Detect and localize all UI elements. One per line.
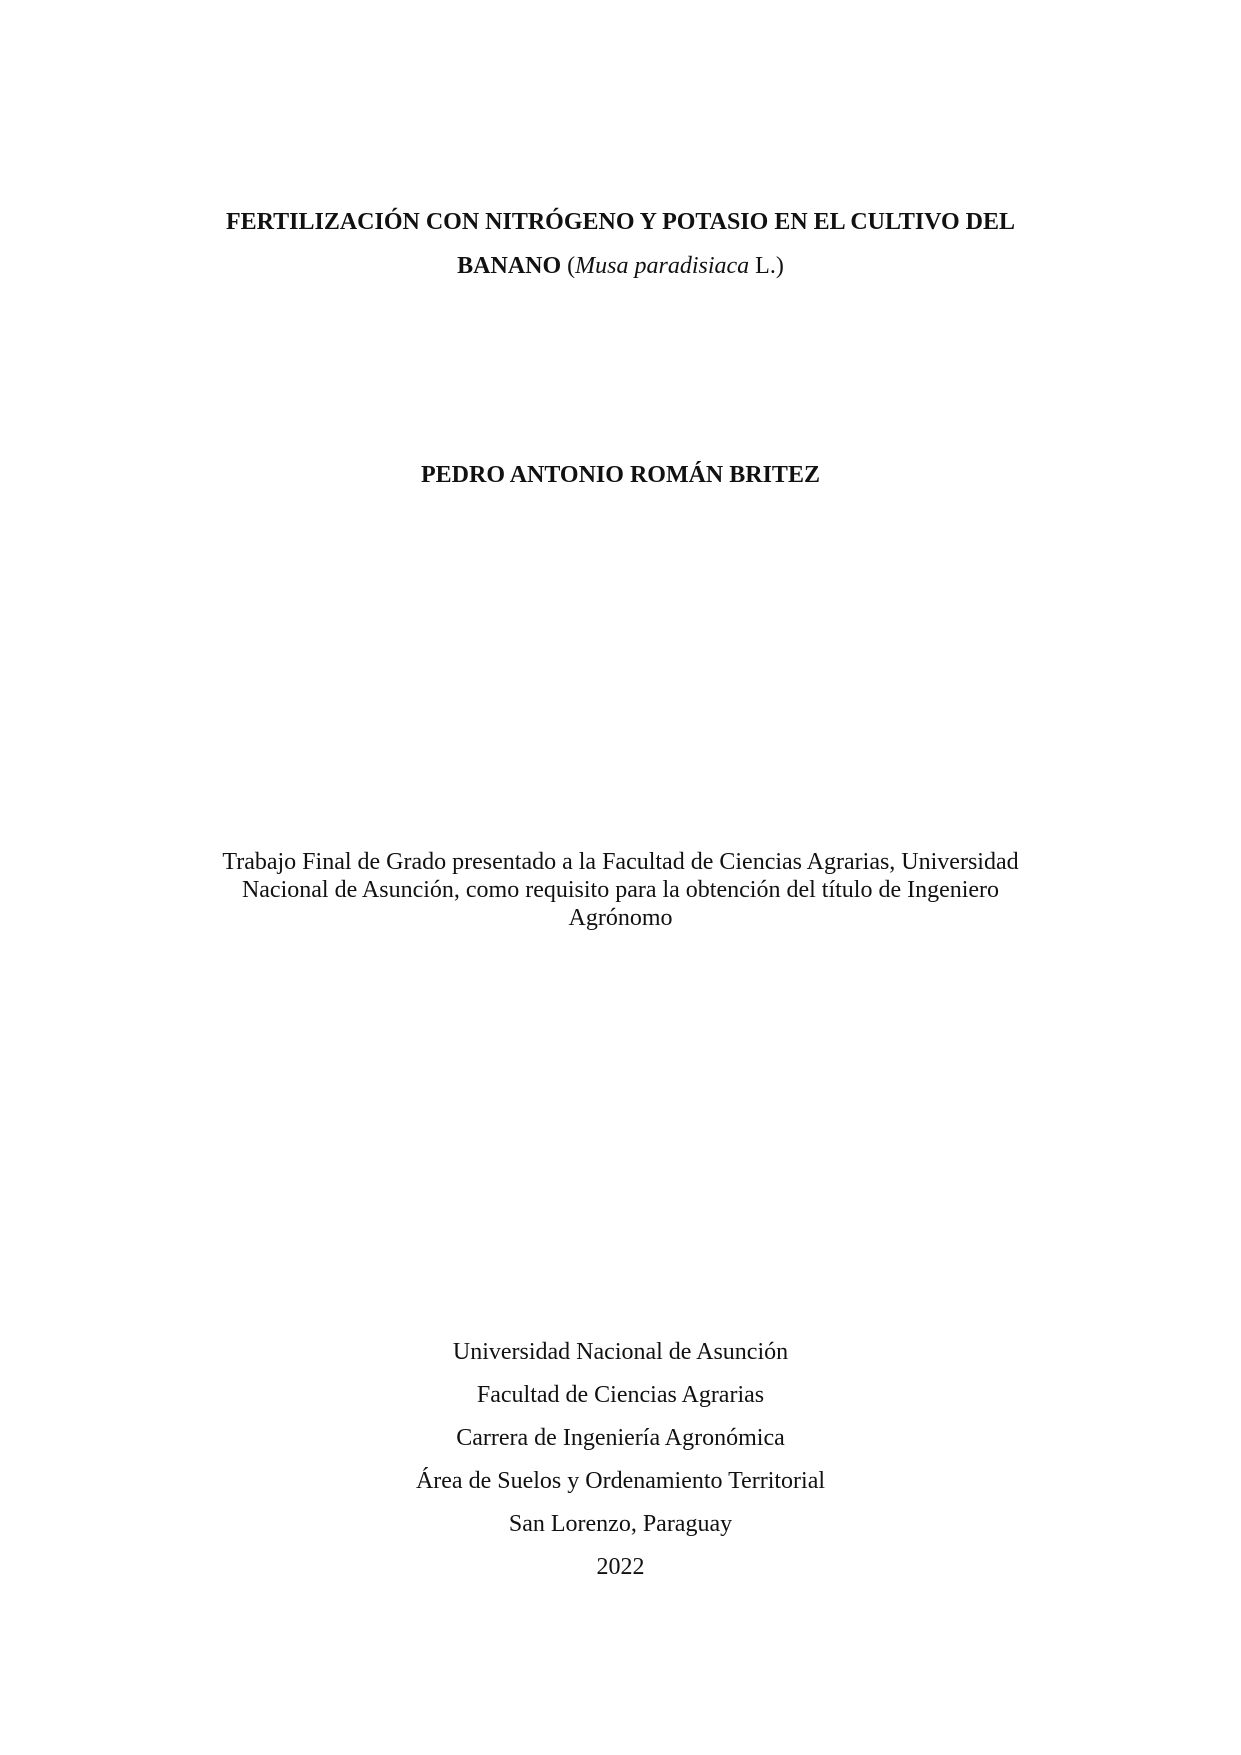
year: 2022 [596,1554,645,1580]
institution-block [180,1331,1061,1589]
career-name: Carrera de Ingeniería Agronómica [456,1425,785,1451]
area-name: Área de Suelos y Ordenamiento Territorial [415,1468,826,1494]
thesis-title-line-1: FERTILIZACIÓN CON NITRÓGENO Y POTASIO EN EL CULTIVO DEL [225,209,1016,235]
degree-statement-line-3: Agrónomo [568,905,673,931]
species-scientific-name: Musa paradisiaca [575,253,750,279]
location: San Lorenzo, Paraguay [508,1511,733,1537]
species-open-paren: ( [567,253,576,279]
degree-statement-line-2: Nacional de Asunción, como requisito para la obtención del título de Ingeniero [241,877,1000,903]
degree-statement-line-1: Trabajo Final de Grado presentado a la Facultad de Ciencias Agrarias, Universidad [222,849,1019,875]
thesis-title-banano: BANANO [457,253,562,279]
faculty-name: Facultad de Ciencias Agrarias [476,1382,765,1408]
degree-statement [180,848,1061,932]
species-authority: L.) [749,253,784,279]
species-label [567,253,784,279]
university-name: Universidad Nacional de Asunción [452,1339,789,1365]
author-name: PEDRO ANTONIO ROMÁN BRITEZ [421,462,820,488]
thesis-title [180,200,1061,288]
